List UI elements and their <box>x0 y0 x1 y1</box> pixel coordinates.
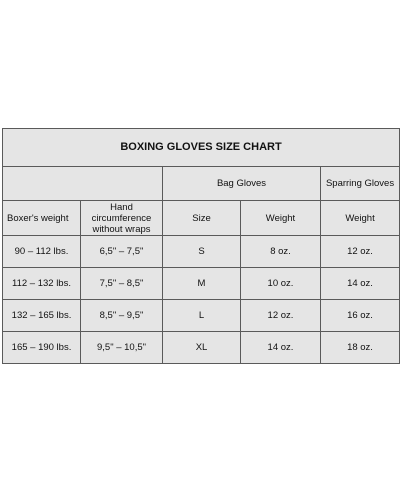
table-row <box>3 268 400 300</box>
sparring-weight-header: Weight <box>321 201 400 236</box>
chart-title: BOXING GLOVES SIZE CHART <box>3 129 400 167</box>
bag-size-cell: XL <box>163 332 241 364</box>
sparring-weight-cell: 14 oz. <box>321 268 400 300</box>
bag-gloves-header: Bag Gloves <box>163 167 321 201</box>
sparring-weight-cell: 18 oz. <box>321 332 400 364</box>
boxer-weight-cell: 132 – 165 lbs. <box>3 300 81 332</box>
table-row <box>3 300 400 332</box>
boxer-weight-header: Boxer's weight <box>3 201 81 236</box>
table-row <box>3 236 400 268</box>
boxer-weight-cell: 112 – 132 lbs. <box>3 268 81 300</box>
sparring-weight-cell: 16 oz. <box>321 300 400 332</box>
hand-circumference-cell: 6,5" – 7,5" <box>81 236 163 268</box>
bag-size-header: Size <box>163 201 241 236</box>
bag-weight-header: Weight <box>241 201 321 236</box>
hand-circumference-cell: 9,5" – 10,5" <box>81 332 163 364</box>
hand-circumference-line2: circumference <box>91 212 152 224</box>
sparring-gloves-header: Sparring Gloves <box>321 167 400 201</box>
hand-circumference-cell: 8,5" – 9,5" <box>81 300 163 332</box>
empty-header-cell <box>3 167 163 201</box>
boxer-weight-cell: 165 – 190 lbs. <box>3 332 81 364</box>
table-row <box>3 332 400 364</box>
bag-size-cell: L <box>163 300 241 332</box>
bag-weight-cell: 12 oz. <box>241 300 321 332</box>
hand-circumference-cell: 7,5" – 8,5" <box>81 268 163 300</box>
bag-weight-cell: 8 oz. <box>241 236 321 268</box>
hand-circumference-line3: without wraps <box>92 223 151 235</box>
hand-circumference-header <box>81 201 163 236</box>
bag-size-cell: M <box>163 268 241 300</box>
boxer-weight-cell: 90 – 112 lbs. <box>3 236 81 268</box>
sparring-weight-cell: 12 oz. <box>321 236 400 268</box>
bag-size-cell: S <box>163 236 241 268</box>
size-chart-table <box>2 128 400 364</box>
bag-weight-cell: 10 oz. <box>241 268 321 300</box>
bag-weight-cell: 14 oz. <box>241 332 321 364</box>
hand-circumference-line1: Hand <box>110 201 133 213</box>
